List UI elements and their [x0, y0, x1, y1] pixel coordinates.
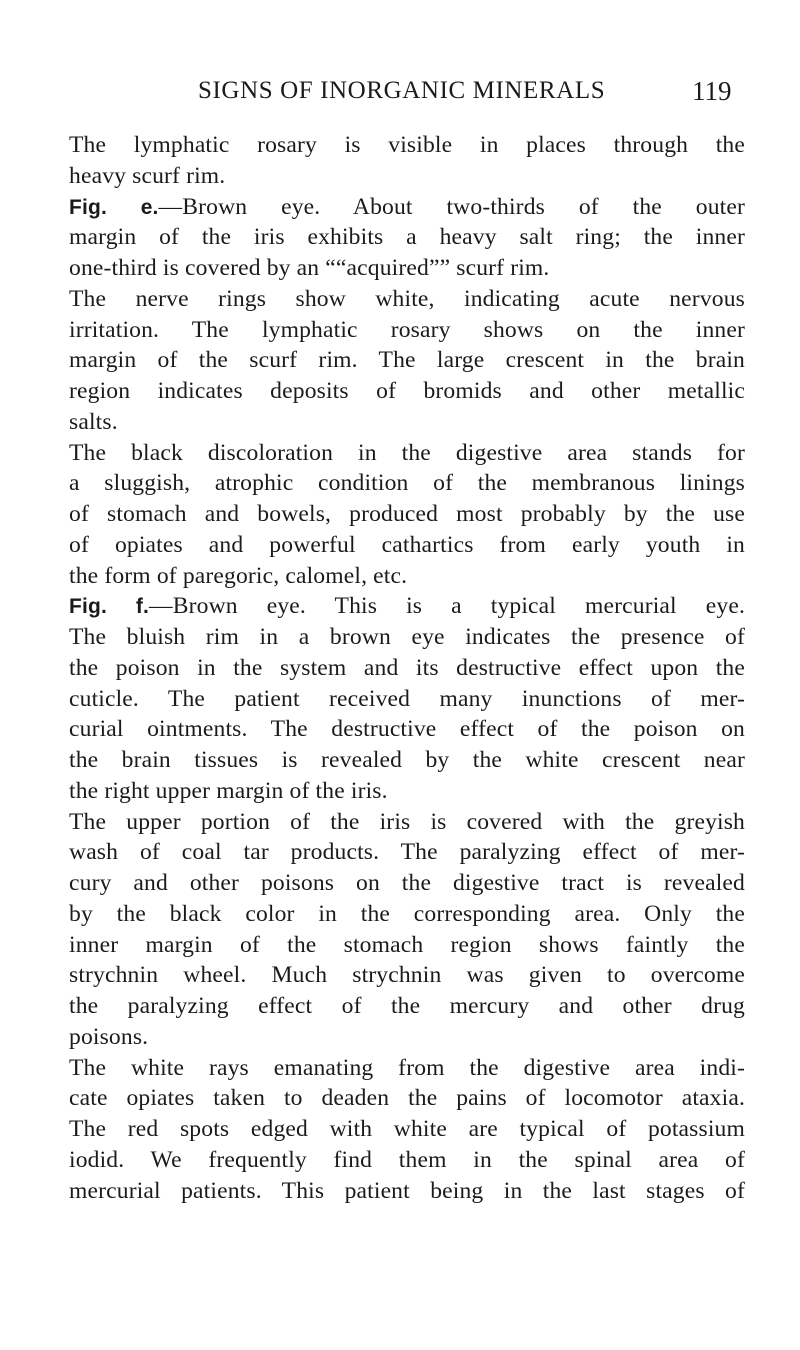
- line-text: The white rays emanating from the digestive area indi-: [69, 1054, 745, 1081]
- text-line: [69, 837, 745, 868]
- text-line: [69, 345, 745, 376]
- text-line: [69, 1053, 745, 1084]
- text-line: [69, 1083, 745, 1114]
- line-text: inner margin of the stomach region shows faintly the: [69, 931, 745, 958]
- text-line: [69, 438, 745, 469]
- line-text: curial ointments. The destructive effect of the poison on: [69, 716, 745, 743]
- line-text: of stomach and bowels, produced most probably by the use: [69, 501, 745, 527]
- line-text: the paralyzing effect of the mercury and other drug: [69, 993, 745, 1019]
- text-line: [69, 315, 745, 346]
- line-text: the poison in the system and its destructive effect upon the: [69, 654, 745, 681]
- text-line: [69, 622, 745, 653]
- text-line: [69, 407, 745, 438]
- text-line: [69, 991, 745, 1022]
- figure-reference: Fig. f.: [69, 595, 149, 619]
- line-text: heavy scurf rim.: [69, 162, 226, 189]
- line-text: margin of the iris exhibits a heavy salt ring; the inner: [69, 224, 745, 251]
- text-line: [69, 714, 745, 745]
- line-text: —Brown eye. About two-thirds of the outer: [158, 193, 745, 220]
- line-text: The lymphatic rosary is visible in places through the: [69, 132, 745, 158]
- line-text: margin of the scurf rim. The large crescent in the brain: [69, 347, 745, 374]
- text-line: [69, 161, 745, 192]
- text-line: [69, 591, 745, 622]
- text-line: [69, 899, 745, 930]
- line-text: —Brown eye. This is a typical mercurial eye.: [149, 593, 745, 620]
- line-text: cuticle. The patient received many inunctions of mer-: [69, 685, 745, 712]
- text-line: [69, 561, 745, 592]
- text-line: [69, 130, 745, 161]
- text-line: [69, 1176, 745, 1207]
- line-text: The upper portion of the iris is covered with the greyish: [69, 808, 745, 835]
- text-line: [69, 807, 745, 838]
- line-text: salts.: [69, 408, 118, 435]
- text-line: [69, 684, 745, 715]
- text-line: [69, 745, 745, 776]
- line-text: region indicates deposits of bromids and other metallic: [69, 378, 745, 404]
- body-text: [69, 130, 745, 1206]
- line-text: cury and other poisons on the digestive tract is revealed: [69, 870, 745, 896]
- line-text: of opiates and powerful cathartics from early youth in: [69, 531, 745, 558]
- text-line: [69, 930, 745, 961]
- line-text: strychnin wheel. Much strychnin was given to overcome: [69, 962, 745, 989]
- text-line: [69, 222, 745, 253]
- text-line: [69, 776, 745, 807]
- text-line: [69, 1022, 745, 1053]
- running-title: SIGNS OF INORGANIC MINERALS: [198, 77, 606, 104]
- page-number: 119: [692, 76, 732, 106]
- line-text: The black discoloration in the digestive area stands for: [69, 439, 745, 466]
- line-text: mercurial patients. This patient being in the last stages of: [69, 1177, 745, 1204]
- line-text: one-third is covered by an ““acquired”” scurf rim.: [69, 255, 550, 281]
- text-line: [69, 468, 745, 499]
- text-line: [69, 253, 745, 284]
- text-line: [69, 192, 745, 223]
- text-line: [69, 499, 745, 530]
- line-text: a sluggish, atrophic condition of the membranous linings: [69, 470, 745, 497]
- line-text: the form of paregoric, calomel, etc.: [69, 562, 408, 589]
- text-line: [69, 868, 745, 899]
- line-text: The bluish rim in a brown eye indicates the presence of: [69, 624, 745, 650]
- text-line: [69, 960, 745, 991]
- line-text: the brain tissues is revealed by the white crescent near: [69, 747, 745, 773]
- text-line: [69, 653, 745, 684]
- text-line: [69, 1145, 745, 1176]
- running-head: [0, 74, 800, 114]
- line-text: by the black color in the corresponding area. Only the: [69, 900, 745, 927]
- line-text: the right upper margin of the iris.: [69, 777, 388, 804]
- line-text: wash of coal tar products. The paralyzing effect of mer-: [69, 839, 745, 866]
- text-line: [69, 376, 745, 407]
- figure-reference: Fig. e.: [69, 195, 159, 219]
- line-text: The nerve rings show white, indicating acute nervous: [69, 285, 745, 312]
- line-text: cate opiates taken to deaden the pains of locomotor ataxia.: [69, 1085, 745, 1112]
- text-line: [69, 284, 745, 315]
- line-text: The red spots edged with white are typical of potassium: [69, 1116, 745, 1142]
- line-text: iodid. We frequently find them in the spinal area of: [69, 1146, 745, 1173]
- text-line: [69, 530, 745, 561]
- text-line: [69, 1114, 745, 1145]
- line-text: irritation. The lymphatic rosary shows on the inner: [69, 316, 745, 343]
- line-text: poisons.: [69, 1023, 149, 1050]
